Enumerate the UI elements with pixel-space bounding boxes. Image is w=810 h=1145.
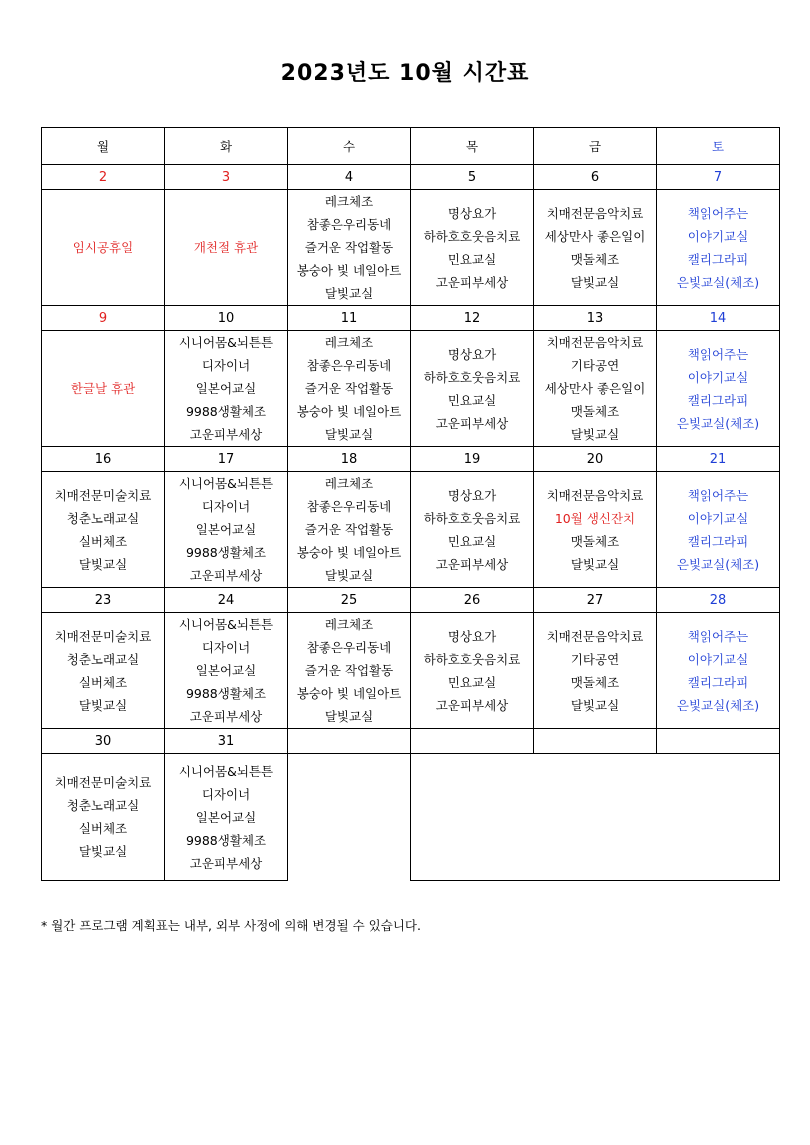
program-item: 레크체조 <box>324 335 374 350</box>
program-item: 달빛교실 <box>570 274 620 290</box>
date-cell: 21 <box>657 447 780 472</box>
program-row <box>42 613 780 729</box>
date-cell: 10 <box>165 306 288 331</box>
footnote: * 월간 프로그램 계획표는 내부, 외부 사정에 의해 변경될 수 있습니다. <box>41 918 421 933</box>
program-item: 레크체조 <box>324 194 374 209</box>
date-cell: 30 <box>42 729 165 754</box>
date-row <box>42 306 780 331</box>
program-item: 고운피부세상 <box>189 427 263 442</box>
program-item: 고운피부세상 <box>435 556 509 572</box>
date-cell: 13 <box>534 306 657 331</box>
date-cell: 27 <box>534 588 657 613</box>
program-item: 맷돌체조 <box>570 533 620 549</box>
date-cell <box>411 729 534 754</box>
program-item: 이야기교실 <box>687 651 749 667</box>
date-cell: 19 <box>411 447 534 472</box>
program-cell <box>534 331 657 447</box>
program-item: 고운피부세상 <box>189 855 263 871</box>
program-item: 즐거운 작업활동 <box>304 522 394 537</box>
program-item: 실버체조 <box>78 533 128 549</box>
program-item: 치매전문미술치료 <box>54 628 152 644</box>
weekday-header: 목 <box>411 128 534 165</box>
program-item: 일본어교실 <box>195 381 257 396</box>
date-cell: 24 <box>165 588 288 613</box>
program-cell <box>42 190 165 306</box>
program-item: 치매전문음악치료 <box>546 335 644 350</box>
program-item: 고운피부세상 <box>189 568 263 583</box>
program-row <box>42 754 780 881</box>
program-item: 9988생활체조 <box>185 404 267 419</box>
program-item: 맷돌체조 <box>570 674 620 690</box>
program-cell <box>42 472 165 588</box>
program-cell <box>411 190 534 306</box>
date-cell: 23 <box>42 588 165 613</box>
program-item: 세상만사 좋은일이 <box>544 228 646 244</box>
program-item: 치매전문음악치료 <box>546 205 644 221</box>
program-item: 하하호호웃음치료 <box>423 651 521 667</box>
program-cell <box>288 190 411 306</box>
weekday-header-row <box>42 128 780 165</box>
program-item: 하하호호웃음치료 <box>423 369 521 385</box>
program-item: 레크체조 <box>324 617 374 632</box>
program-item: 민요교실 <box>447 392 497 408</box>
program-row <box>42 472 780 588</box>
date-cell: 25 <box>288 588 411 613</box>
program-item: 개천절 휴관 <box>193 240 259 255</box>
date-cell: 9 <box>42 306 165 331</box>
program-item: 캘리그라피 <box>687 251 749 267</box>
date-cell: 20 <box>534 447 657 472</box>
program-item: 맷돌체조 <box>570 404 620 419</box>
program-item: 캘리그라피 <box>687 392 749 408</box>
date-cell <box>534 729 657 754</box>
program-item: 고운피부세상 <box>189 709 263 724</box>
program-item: 디자이너 <box>201 640 251 655</box>
program-item: 봉숭아 빛 네일아트 <box>296 263 402 278</box>
date-row <box>42 588 780 613</box>
program-item: 고운피부세상 <box>435 415 509 431</box>
program-cell <box>657 613 780 729</box>
program-item: 민요교실 <box>447 251 497 267</box>
weekday-header: 수 <box>288 128 411 165</box>
program-item: 달빛교실 <box>570 697 620 713</box>
program-cell <box>657 190 780 306</box>
program-item: 이야기교실 <box>687 510 749 526</box>
date-cell <box>657 729 780 754</box>
program-cell <box>534 472 657 588</box>
program-item: 하하호호웃음치료 <box>423 228 521 244</box>
date-cell: 4 <box>288 165 411 190</box>
program-cell <box>165 754 288 881</box>
program-item: 임시공휴일 <box>72 240 134 255</box>
program-item: 치매전문음악치료 <box>546 487 644 503</box>
program-item: 일본어교실 <box>195 809 257 825</box>
program-item: 명상요가 <box>447 487 497 503</box>
program-cell <box>42 754 165 881</box>
program-cell <box>411 472 534 588</box>
program-item: 은빛교실(체조) <box>676 274 760 290</box>
program-cell <box>165 331 288 447</box>
program-row <box>42 190 780 306</box>
program-row <box>42 331 780 447</box>
program-item: 하하호호웃음치료 <box>423 510 521 526</box>
program-item: 레크체조 <box>324 476 374 491</box>
date-cell: 16 <box>42 447 165 472</box>
program-cell <box>165 472 288 588</box>
date-row <box>42 729 780 754</box>
weekday-header: 토 <box>657 128 780 165</box>
date-cell: 12 <box>411 306 534 331</box>
program-item: 9988생활체조 <box>185 686 267 701</box>
program-item: 달빛교실 <box>324 568 374 583</box>
program-item: 봉숭아 빛 네일아트 <box>296 686 402 701</box>
program-item: 일본어교실 <box>195 522 257 537</box>
program-item: 청춘노래교실 <box>66 510 140 526</box>
program-item: 10월 생신잔치 <box>554 510 636 526</box>
program-cell <box>657 331 780 447</box>
page-title: 2023년도 10월 시간표 <box>280 61 530 86</box>
program-item: 일본어교실 <box>195 663 257 678</box>
program-item: 명상요가 <box>447 205 497 221</box>
program-cell <box>42 613 165 729</box>
program-item: 디자이너 <box>201 786 251 802</box>
program-item: 은빛교실(체조) <box>676 556 760 572</box>
program-item: 캘리그라피 <box>687 674 749 690</box>
date-cell: 18 <box>288 447 411 472</box>
program-item: 이야기교실 <box>687 369 749 385</box>
program-item: 실버체조 <box>78 821 128 836</box>
program-item: 책읽어주는 <box>687 346 749 362</box>
program-item: 9988생활체조 <box>185 545 267 560</box>
program-item: 기타공연 <box>570 651 620 667</box>
program-item: 달빛교실 <box>570 556 620 572</box>
program-item: 실버체조 <box>78 674 128 690</box>
date-cell: 31 <box>165 729 288 754</box>
program-item: 은빛교실(체조) <box>676 697 760 713</box>
date-cell: 7 <box>657 165 780 190</box>
program-cell <box>288 754 411 881</box>
program-item: 청춘노래교실 <box>66 798 140 813</box>
weekday-header: 화 <box>165 128 288 165</box>
program-cell <box>657 472 780 588</box>
schedule-table <box>41 127 780 881</box>
program-item: 책읽어주는 <box>687 628 749 644</box>
program-item: 책읽어주는 <box>687 205 749 221</box>
program-item: 달빛교실 <box>570 427 620 442</box>
date-cell: 6 <box>534 165 657 190</box>
program-item: 달빛교실 <box>78 697 128 713</box>
program-item: 기타공연 <box>570 358 620 373</box>
date-cell: 5 <box>411 165 534 190</box>
program-item: 고운피부세상 <box>435 274 509 290</box>
program-item: 맷돌체조 <box>570 251 620 267</box>
date-cell: 26 <box>411 588 534 613</box>
program-cell <box>411 613 534 729</box>
weekday-header: 월 <box>42 128 165 165</box>
weekday-header: 금 <box>534 128 657 165</box>
program-item: 시니어몸&뇌튼튼 <box>178 476 274 491</box>
program-item: 시니어몸&뇌튼튼 <box>178 763 274 779</box>
program-cell <box>288 472 411 588</box>
program-item: 즐거운 작업활동 <box>304 663 394 678</box>
program-item: 세상만사 좋은일이 <box>544 381 646 396</box>
program-item: 치매전문미술치료 <box>54 775 152 790</box>
program-item: 참좋은우리동네 <box>306 217 392 232</box>
program-item: 치매전문음악치료 <box>546 628 644 644</box>
program-item: 달빛교실 <box>324 709 374 724</box>
program-item: 디자이너 <box>201 499 251 514</box>
program-cell <box>288 613 411 729</box>
date-cell: 11 <box>288 306 411 331</box>
program-item: 민요교실 <box>447 674 497 690</box>
date-cell: 3 <box>165 165 288 190</box>
empty-cell <box>411 754 780 881</box>
program-item: 이야기교실 <box>687 228 749 244</box>
date-cell: 17 <box>165 447 288 472</box>
program-item: 시니어몸&뇌튼튼 <box>178 335 274 350</box>
program-item: 캘리그라피 <box>687 533 749 549</box>
date-cell: 2 <box>42 165 165 190</box>
program-item: 한글날 휴관 <box>70 381 136 396</box>
program-cell <box>534 190 657 306</box>
program-item: 청춘노래교실 <box>66 651 140 667</box>
program-item: 디자이너 <box>201 358 251 373</box>
program-item: 달빛교실 <box>78 844 128 859</box>
program-item: 봉숭아 빛 네일아트 <box>296 404 402 419</box>
program-item: 민요교실 <box>447 533 497 549</box>
program-item: 즐거운 작업활동 <box>304 240 394 255</box>
program-item: 달빛교실 <box>324 427 374 442</box>
program-item: 참좋은우리동네 <box>306 640 392 655</box>
date-cell <box>288 729 411 754</box>
program-item: 명상요가 <box>447 628 497 644</box>
program-item: 고운피부세상 <box>435 697 509 713</box>
program-item: 명상요가 <box>447 346 497 362</box>
program-item: 달빛교실 <box>78 556 128 572</box>
program-cell <box>165 190 288 306</box>
program-item: 달빛교실 <box>324 286 374 301</box>
program-cell <box>534 613 657 729</box>
program-item: 치매전문미술치료 <box>54 487 152 503</box>
program-item: 참좋은우리동네 <box>306 358 392 373</box>
program-item: 봉숭아 빛 네일아트 <box>296 545 402 560</box>
program-item: 은빛교실(체조) <box>676 415 760 431</box>
date-row <box>42 447 780 472</box>
program-cell <box>165 613 288 729</box>
program-item: 참좋은우리동네 <box>306 499 392 514</box>
program-cell <box>42 331 165 447</box>
program-item: 시니어몸&뇌튼튼 <box>178 617 274 632</box>
program-item: 책읽어주는 <box>687 487 749 503</box>
program-cell <box>411 331 534 447</box>
program-cell <box>288 331 411 447</box>
date-cell: 28 <box>657 588 780 613</box>
date-row <box>42 165 780 190</box>
program-item: 즐거운 작업활동 <box>304 381 394 396</box>
program-item: 9988생활체조 <box>185 832 267 848</box>
date-cell: 14 <box>657 306 780 331</box>
